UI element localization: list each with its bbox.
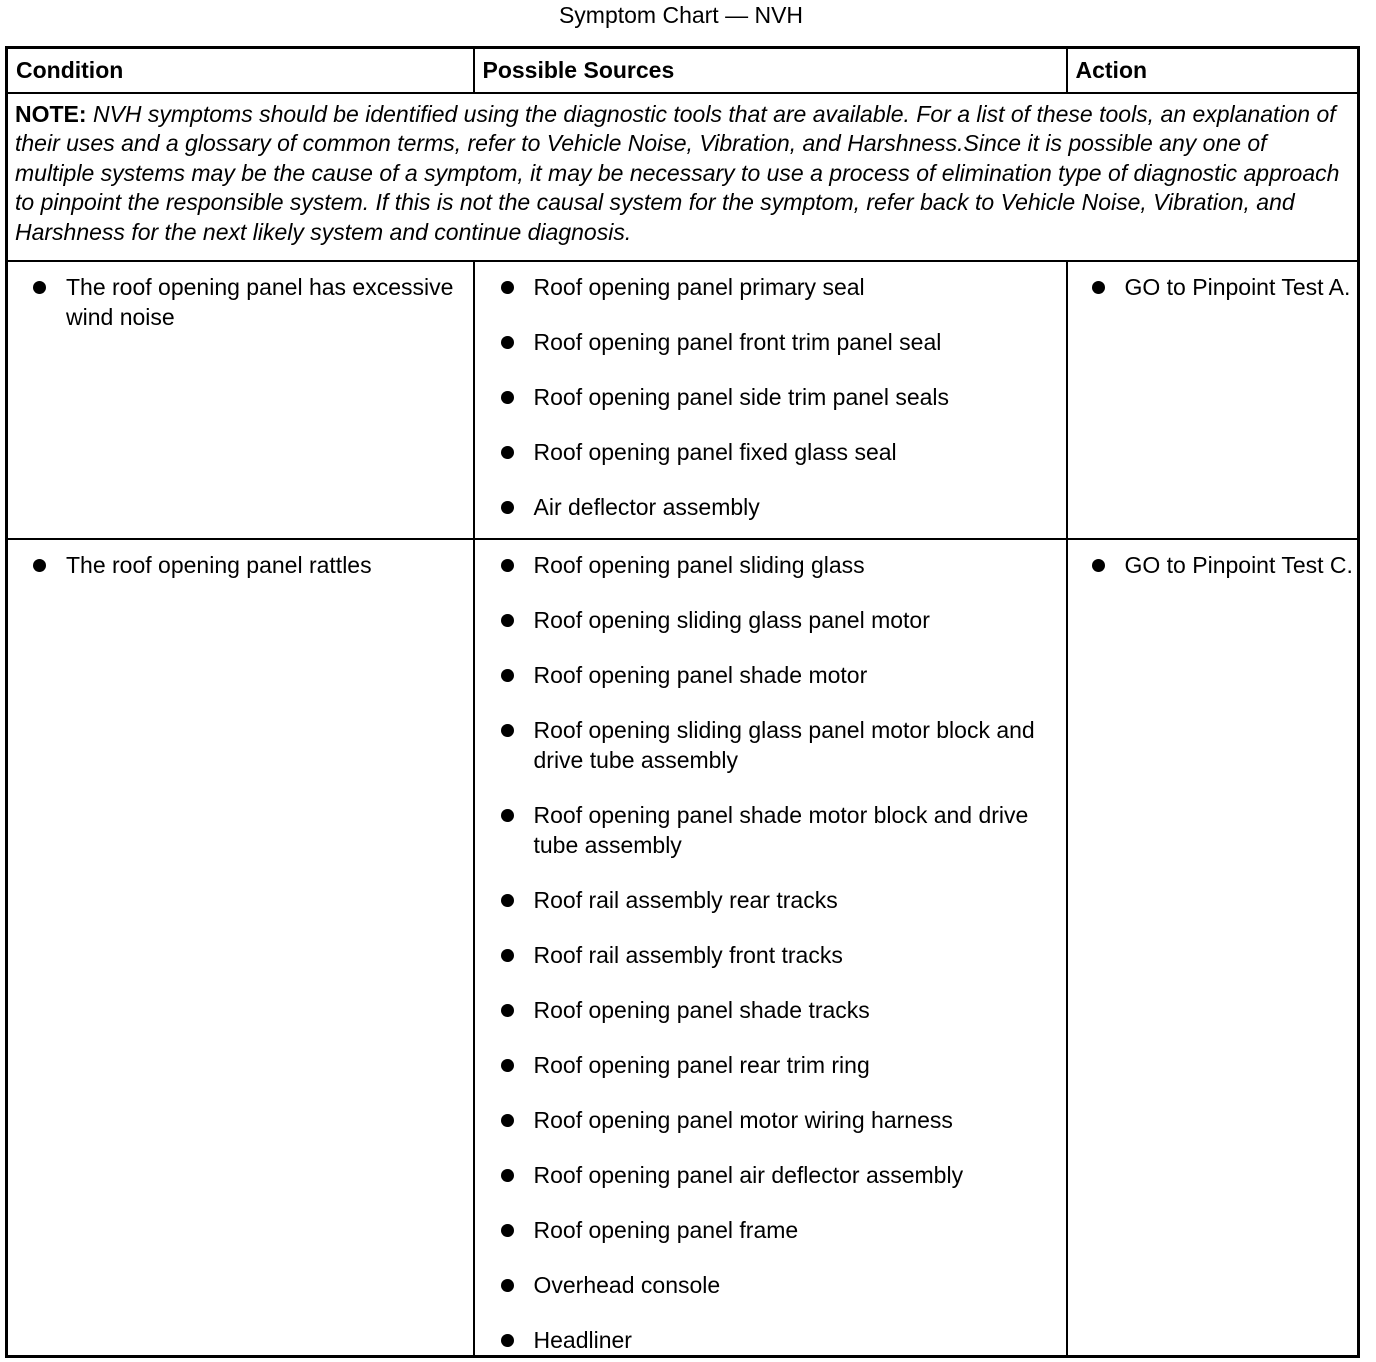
source-text: Roof opening panel primary seal <box>533 273 865 300</box>
action-cell <box>1067 539 1359 1357</box>
source-text: Roof opening panel front trim panel seal <box>533 328 942 355</box>
bullet-icon <box>33 559 46 572</box>
source-text: Roof opening panel frame <box>533 1216 799 1243</box>
action-text: GO to Pinpoint Test C. <box>1124 551 1353 578</box>
source-text: Roof opening panel air deflector assembly <box>533 1161 964 1188</box>
note-text: NVH symptoms should be identified using the diagnostic tools that are available. For a list of these tools, an explanation of their uses and a glossary of common terms, refer to Vehicle Noise, Vibration, and Harshness.Since it is possible any one of multiple systems may be the cause of a symptom, it may be necessary to use a process of elimination type of diagnostic approach to pinpoint the responsible system. If this is not the causal system for the symptom, refer back to Vehicle Noise, Vibration, and Harshness for the next likely system and continue diagnosis. <box>15 100 1340 245</box>
source-text: Roof opening panel shade motor <box>533 661 868 688</box>
source-text: Roof rail assembly rear tracks <box>533 886 838 913</box>
sources-list <box>534 550 1058 1355</box>
bullet-icon <box>33 281 46 294</box>
bullet-icon <box>501 1224 514 1237</box>
list-item <box>66 272 465 332</box>
condition-text: The roof opening panel rattles <box>66 551 372 578</box>
list-item <box>534 660 1058 690</box>
source-text: Roof opening panel fixed glass seal <box>533 438 897 465</box>
condition-cell <box>7 261 474 539</box>
sources-cell <box>474 539 1067 1357</box>
action-cell <box>1067 261 1359 539</box>
list-item <box>534 550 1058 580</box>
sources-list <box>534 272 1058 522</box>
list-item <box>534 995 1058 1025</box>
list-item <box>534 605 1058 635</box>
source-text: Roof opening panel motor wiring harness <box>533 1106 953 1133</box>
bullet-icon <box>501 1114 514 1127</box>
source-text: Roof opening sliding glass panel motor <box>533 606 930 633</box>
chart-title: Symptom Chart — NVH <box>558 2 804 28</box>
column-header-action: Action <box>1067 48 1359 93</box>
column-header-possible-sources: Possible Sources <box>474 48 1067 93</box>
source-text: Overhead console <box>533 1271 721 1298</box>
source-text: Roof opening panel sliding glass <box>533 551 865 578</box>
list-item <box>534 1160 1058 1190</box>
sources-cell <box>474 261 1067 539</box>
source-text: Roof opening panel rear trim ring <box>533 1051 870 1078</box>
condition-list <box>66 272 465 332</box>
bullet-icon <box>1092 559 1105 572</box>
header-row <box>7 48 1359 93</box>
list-item <box>534 272 1058 302</box>
list-item <box>534 1215 1058 1245</box>
table-row <box>7 261 1359 539</box>
bullet-icon <box>501 501 514 514</box>
list-item <box>534 940 1058 970</box>
list-item <box>534 800 1058 860</box>
bullet-icon <box>501 894 514 907</box>
list-item <box>534 1325 1058 1355</box>
list-item <box>534 1050 1058 1080</box>
bullet-icon <box>501 446 514 459</box>
bullet-icon <box>501 391 514 404</box>
list-item <box>1125 272 1354 302</box>
list-item <box>534 885 1058 915</box>
condition-text: The roof opening panel has excessive wind noise <box>66 273 454 330</box>
list-item <box>66 550 465 580</box>
list-item <box>1125 550 1354 580</box>
note-label: NOTE: <box>15 100 87 127</box>
bullet-icon <box>501 614 514 627</box>
bullet-icon <box>501 281 514 294</box>
list-item <box>534 327 1058 357</box>
bullet-icon <box>501 724 514 737</box>
list-item <box>534 492 1058 522</box>
list-item <box>534 1270 1058 1300</box>
table-row <box>7 539 1359 1357</box>
condition-cell <box>7 539 474 1357</box>
source-text: Roof opening panel shade tracks <box>533 996 870 1023</box>
condition-list <box>66 550 465 580</box>
bullet-icon <box>501 1279 514 1292</box>
list-item <box>534 382 1058 412</box>
list-item <box>534 715 1058 775</box>
action-text: GO to Pinpoint Test A. <box>1124 273 1351 300</box>
bullet-icon <box>501 1169 514 1182</box>
bullet-icon <box>501 559 514 572</box>
source-text: Air deflector assembly <box>533 493 760 520</box>
bullet-icon <box>501 1004 514 1017</box>
source-text: Headliner <box>533 1326 632 1353</box>
bullet-icon <box>501 949 514 962</box>
symptom-chart-table <box>5 46 1360 1358</box>
bullet-icon <box>501 1334 514 1347</box>
bullet-icon <box>501 669 514 682</box>
list-item <box>534 437 1058 467</box>
bullet-icon <box>1092 281 1105 294</box>
bullet-icon <box>501 1059 514 1072</box>
note-row <box>7 93 1359 261</box>
source-text: Roof opening panel shade motor block and drive tube assembly <box>533 801 1029 858</box>
source-text: Roof rail assembly front tracks <box>533 941 843 968</box>
source-text: Roof opening sliding glass panel motor block and drive tube assembly <box>533 716 1035 773</box>
column-header-condition: Condition <box>7 48 474 93</box>
bullet-icon <box>501 336 514 349</box>
bullet-icon <box>501 809 514 822</box>
action-list <box>1125 550 1354 580</box>
note-cell <box>7 93 1359 261</box>
list-item <box>534 1105 1058 1135</box>
action-list <box>1125 272 1354 302</box>
source-text: Roof opening panel side trim panel seals <box>533 383 950 410</box>
